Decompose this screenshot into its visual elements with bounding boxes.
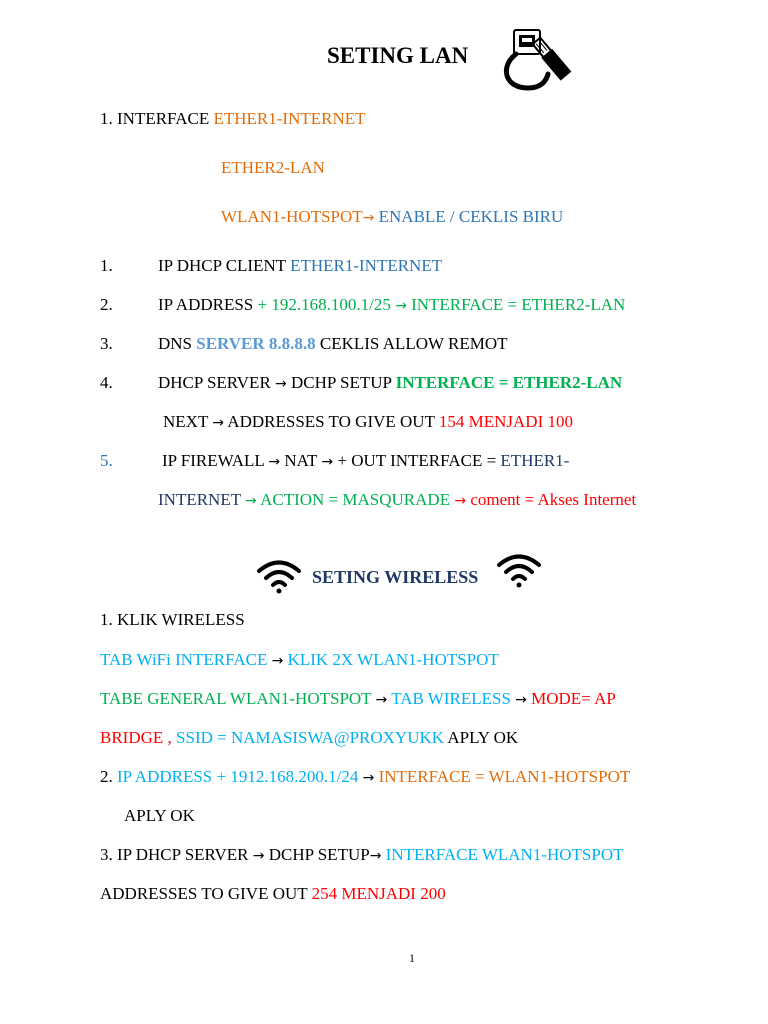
wlan1-line: WLAN1-HOTSPOT→ ENABLE / CEKLIS BIRU [221,207,564,226]
page-title: SETING LAN [327,43,469,68]
arrow-icon: → [271,653,284,669]
ether2-line: ETHER2-LAN [221,158,325,177]
arrow-icon: → [275,376,287,392]
wireless-addresses: ADDRESSES TO GIVE OUT 254 MENJADI 200 [100,884,446,903]
wireless-step-1: 1. KLIK WIRELESS [100,610,245,629]
step-2-number: 2. [100,295,113,314]
step-5-number: 5. [100,451,113,470]
wireless-tab-wifi: TAB WiFi INTERFACE → KLIK 2X WLAN1-HOTSPOT [100,650,499,669]
wifi-icon [496,552,542,588]
arrow-icon: → [321,454,334,470]
step-1: IP DHCP CLIENT ETHER1-INTERNET [158,256,443,275]
arrow-icon: → [362,210,375,226]
step-3-number: 3. [100,334,113,353]
arrow-icon: → [369,848,382,864]
arrow-icon: → [515,692,527,708]
wireless-step-3: 3. IP DHCP SERVER → DCHP SETUP→ INTERFACE WLAN1-HOTSPOT [100,845,624,864]
wireless-title: SETING WIRELESS [312,567,479,587]
ethernet-cable-icon [496,24,582,94]
interface-line: 1. INTERFACE ETHER1-INTERNET [100,109,366,128]
wireless-tab-general: TABE GENERAL WLAN1-HOTSPOT → TAB WIRELESS → MODE= AP [100,689,616,708]
arrow-icon: → [252,848,265,864]
arrow-icon: → [375,692,388,708]
arrow-icon: → [245,493,257,509]
arrow-icon: → [212,415,224,431]
arrow-icon: → [454,493,467,509]
step-5-cont: INTERNET → ACTION = MASQURADE → coment = Akses Internet [158,490,637,509]
step-5: IP FIREWALL → NAT → + OUT INTERFACE = ETHER1- [162,451,570,470]
wireless-aply-ok: APLY OK [124,806,195,825]
step-4-number: 4. [100,373,113,392]
step-3: DNS SERVER 8.8.8.8 CEKLIS ALLOW REMOT [158,334,508,353]
arrow-icon: → [395,298,407,314]
wireless-step-2: 2. IP ADDRESS + 1912.168.200.1/24 → INTERFACE = WLAN1-HOTSPOT [100,767,631,786]
wireless-ssid: BRIDGE , SSID = NAMASISWA@PROXYUKK APLY OK [100,728,519,747]
arrow-icon: → [268,454,281,470]
step-4: DHCP SERVER → DCHP SETUP INTERFACE = ETHER2-LAN [158,373,623,392]
step-4-next: NEXT → ADDRESSES TO GIVE OUT 154 MENJADI 100 [163,412,573,431]
page-number: 1 [409,951,415,965]
wifi-icon [256,558,302,594]
arrow-icon: → [362,770,375,786]
step-2: IP ADDRESS + 192.168.100.1/25 → INTERFACE = ETHER2-LAN [158,295,626,314]
step-1-number: 1. [100,256,113,275]
